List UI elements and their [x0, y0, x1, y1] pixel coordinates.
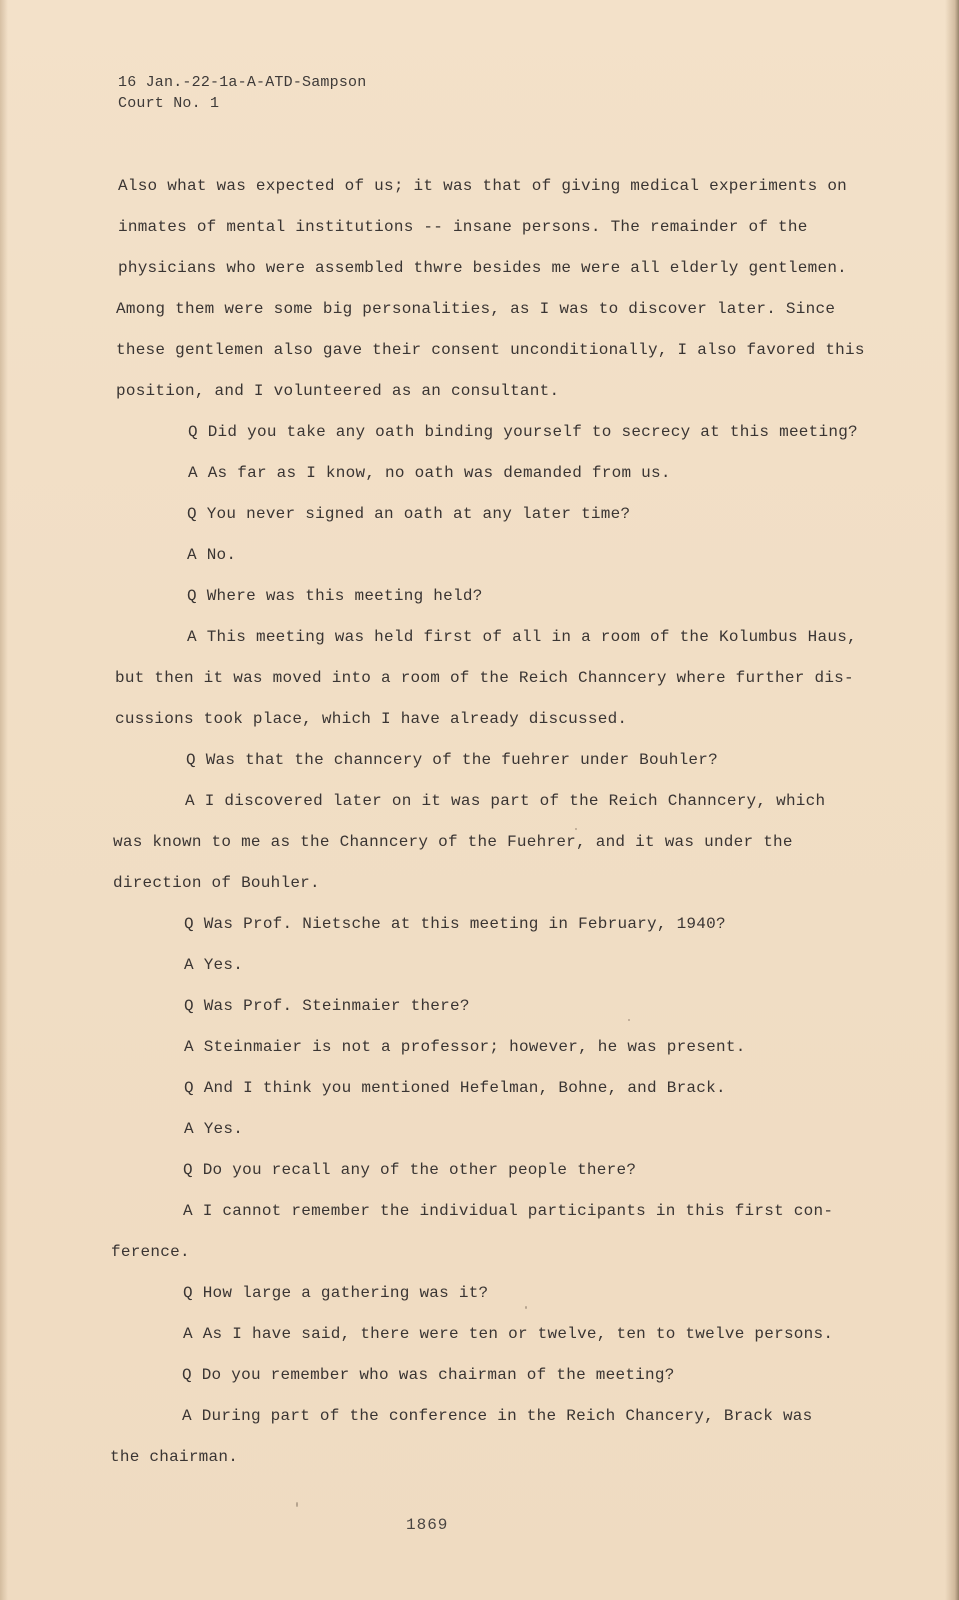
transcript-line: Also what was expected of us; it was that of giving medical experiments on [118, 177, 848, 195]
transcript-line: direction of Bouhler. [113, 874, 320, 892]
transcript-answer: A No. [187, 546, 237, 564]
transcript-question: Q Where was this meeting held? [187, 587, 483, 605]
transcript-answer: A As far as I know, no oath was demanded from us. [188, 464, 671, 482]
transcript-answer: A During part of the conference in the Reich Chancery, Brack was [182, 1407, 813, 1425]
transcript-question: Q Do you remember who was chairman of the meeting? [182, 1366, 675, 1384]
transcript-question: Q You never signed an oath at any later time? [187, 505, 631, 523]
transcript-answer: A I discovered later on it was part of the Reich Channcery, which [185, 792, 826, 810]
header-court: Court No. 1 [118, 95, 220, 112]
transcript-question: Q Was that the channcery of the fuehrer under Bouhler? [186, 751, 718, 769]
transcript-line: physicians who were assembled thwre besides me were all elderly gentlemen. [118, 259, 848, 277]
paper-right-edge [945, 0, 959, 1600]
transcript-answer: A Steinmaier is not a professor; however, he was present. [184, 1038, 746, 1056]
transcript-answer: A This meeting was held first of all in a room of the Kolumbus Haus, [187, 628, 857, 646]
transcript-question: Q Do you recall any of the other people there? [183, 1161, 637, 1179]
transcript-answer: A Yes. [184, 956, 244, 974]
transcript-answer: A Yes. [184, 1120, 244, 1138]
transcript-line: ference. [111, 1243, 190, 1261]
transcript-line: Among them were some big personalities, as I was to discover later. Since [116, 300, 836, 318]
transcript-question: Q Was Prof. Steinmaier there? [184, 997, 470, 1015]
transcript-line: cussions took place, which I have already discussed. [115, 710, 628, 728]
transcript-answer: A I cannot remember the individual participants in this first con- [183, 1202, 834, 1220]
transcript-question: Q Did you take any oath binding yourself to secrecy at this meeting? [188, 423, 858, 441]
page-number: 1869 [406, 1516, 449, 1534]
transcript-line: but then it was moved into a room of the Reich Channcery where further dis- [115, 669, 854, 687]
paper-speck [628, 1019, 630, 1021]
transcript-line: inmates of mental institutions -- insane persons. The remainder of the [118, 218, 808, 236]
transcript-question: Q And I think you mentioned Hefelman, Bohne, and Brack. [184, 1079, 726, 1097]
paper-speck [525, 1306, 527, 1309]
transcript-line: these gentlemen also gave their consent unconditionally, I also favored this [116, 341, 865, 359]
transcript-line: was known to me as the Channcery of the Fuehrer, and it was under the [113, 833, 793, 851]
document-header [118, 72, 366, 114]
paper-speck [296, 1502, 298, 1507]
transcript-line: the chairman. [110, 1448, 239, 1466]
paper-speck [575, 828, 577, 830]
transcript-question: Q Was Prof. Nietsche at this meeting in February, 1940? [184, 915, 726, 933]
transcript-answer: A As I have said, there were ten or twelve, ten to twelve persons. [183, 1325, 834, 1343]
header-reference: 16 Jan.-22-1a-A-ATD-Sampson [118, 74, 367, 91]
transcript-line: position, and I volunteered as an consultant. [116, 382, 560, 400]
paper-left-edge [0, 0, 8, 1600]
transcript-question: Q How large a gathering was it? [183, 1284, 489, 1302]
